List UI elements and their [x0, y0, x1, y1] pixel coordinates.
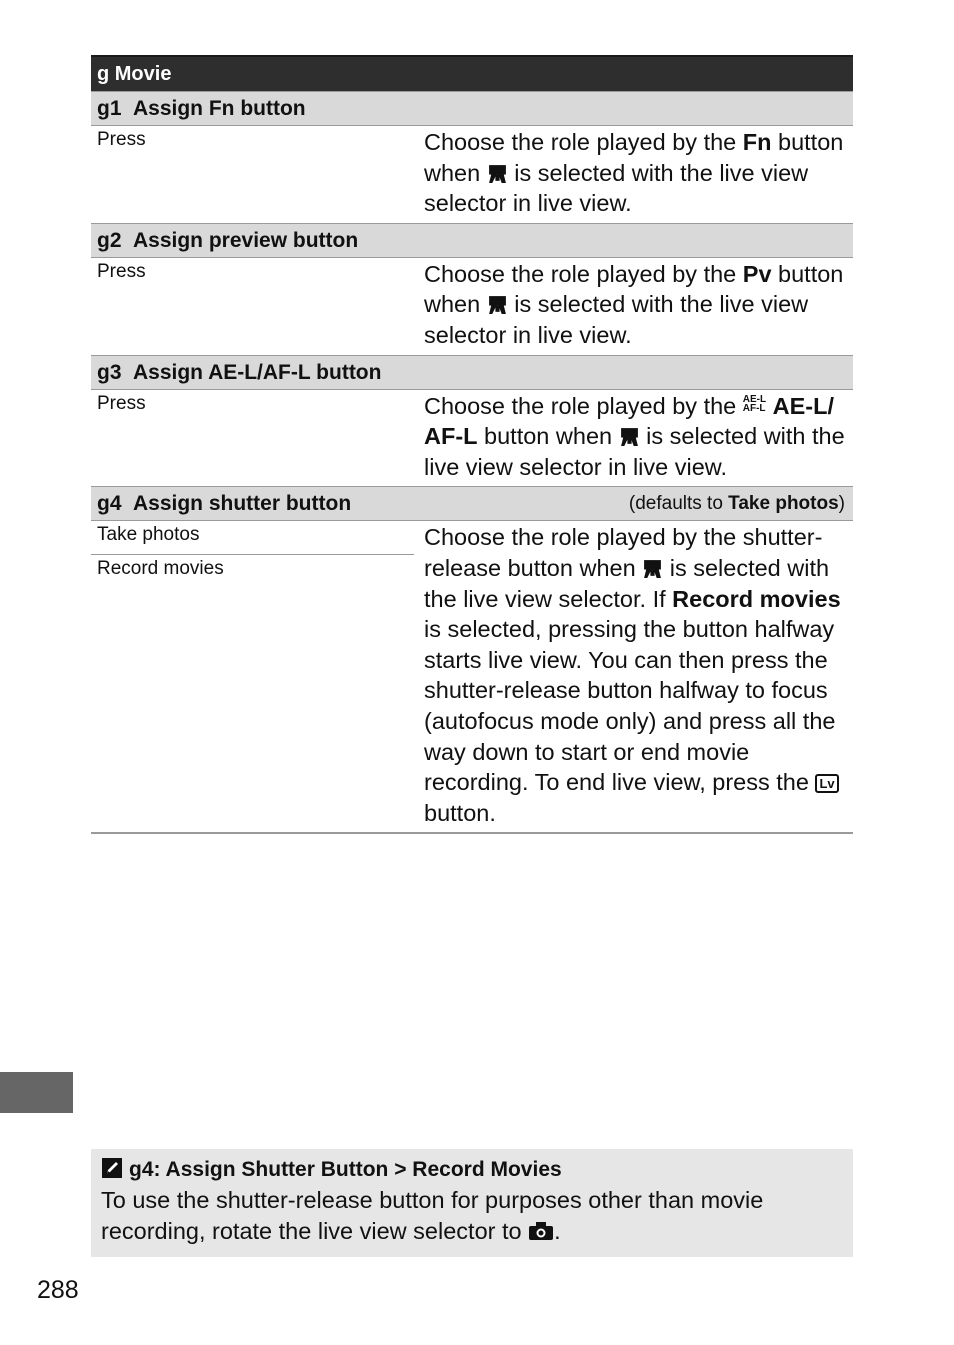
ae-l-af-l-button-label: AE-L/ AF-L [424, 392, 834, 450]
chapter-tab [0, 1072, 73, 1113]
pencil-note-icon [101, 1157, 123, 1179]
section-title: Assign shutter button [133, 492, 352, 516]
camera-icon [528, 1221, 554, 1241]
note-text: To use the shutter-release button for purposes other than movie recording, rotate the live view selector to . [101, 1187, 764, 1244]
option-label: Press [97, 129, 146, 150]
section-title: Assign preview button [133, 228, 359, 252]
record-movies-label: Record movies [672, 585, 841, 612]
table-title: g Movie [91, 55, 853, 91]
description: Choose the role played by the Pv button when is selected with the live view selector in live view. [424, 260, 844, 348]
settings-table [91, 55, 853, 834]
option-label: Take photos [91, 521, 414, 555]
section-number: g1 [97, 97, 122, 120]
section-body-g2 [91, 258, 853, 355]
option-label: Record movies [97, 558, 224, 580]
movie-camera-icon [642, 558, 663, 579]
section-body-g4 [91, 521, 853, 832]
lv-button-icon: Lv [815, 774, 838, 793]
movie-camera-icon [487, 294, 508, 315]
description: Choose the role played by the AE-L AF-L AE-L/ AF-L button when is selected with the live view selector in live view. [424, 392, 845, 480]
default-value-note: (defaults to Take photos) [628, 493, 845, 515]
option-label: Press [97, 392, 146, 414]
option-label: Press [97, 260, 146, 282]
fn-button-label: Fn [742, 129, 772, 155]
section-header-g1 [91, 91, 853, 126]
movie-camera-icon [619, 426, 640, 447]
section-title: Assign Fn button [133, 97, 306, 120]
section-title: Assign AE-L/AF-L button [133, 360, 382, 384]
section-number: g4 [97, 492, 122, 516]
section-header-g4 [91, 486, 853, 521]
note-title: g4: Assign Shutter Button > Record Movies [101, 1155, 843, 1185]
note-box [91, 1149, 853, 1257]
description: Choose the role played by the Fn button when is selected with the live view selector in live view. [424, 129, 844, 217]
section-number: g2 [97, 228, 122, 252]
page-number: 288 [37, 1276, 79, 1304]
section-header-g3 [91, 355, 853, 390]
movie-camera-icon [487, 163, 508, 184]
section-number: g3 [97, 360, 122, 384]
section-body-g3 [91, 390, 853, 487]
section-header-g2 [91, 223, 853, 258]
pv-button-label: Pv [742, 260, 772, 287]
ae-l-af-l-icon: AE-L AF-L [742, 393, 767, 414]
description: Choose the role played by the shutter-release button when is selected with the live view selector. If Record movies is selected, pressing the button halfway starts live view. You can then press the shutter-release button halfway to focus (autofocus mode only) and press all the way down to start or end movie recording. To end live view, press the Lv button. [424, 524, 841, 826]
section-body-g1 [91, 126, 853, 223]
